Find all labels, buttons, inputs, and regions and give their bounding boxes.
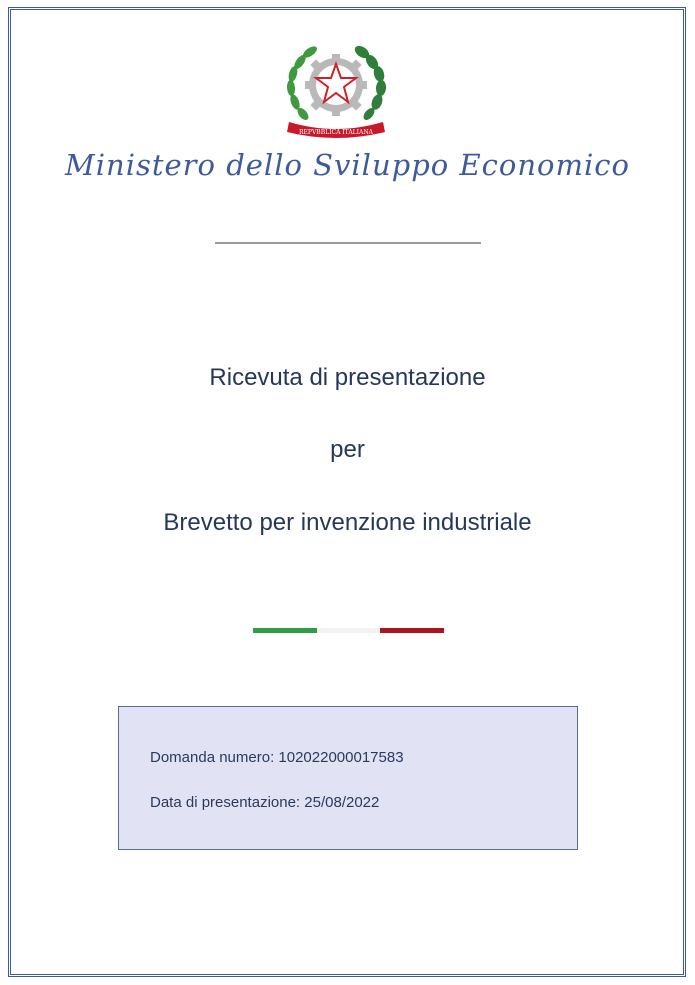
ministry-name: Ministero dello Sviluppo Economico (65, 148, 630, 182)
document-connector: per (330, 436, 365, 463)
emblem-motto: REPVBBLICA ITALIANA (299, 129, 373, 136)
flag-red-stripe (380, 628, 444, 633)
application-info-box (118, 706, 578, 850)
horizontal-divider (215, 242, 481, 244)
application-number-label: Domanda numero: (150, 749, 275, 766)
filing-date-row (150, 794, 379, 811)
italian-flag-bar (253, 628, 444, 633)
document-title: Ricevuta di presentazione (209, 364, 486, 391)
flag-white-stripe (317, 628, 381, 633)
emblem-of-italy-icon (281, 40, 391, 140)
application-number-row (150, 749, 404, 766)
application-number-value: 102022000017583 (278, 749, 404, 766)
filing-date-value: 25/08/2022 (304, 794, 380, 811)
filing-date-label: Data di presentazione: (150, 794, 301, 811)
document-subject: Brevetto per invenzione industriale (163, 509, 532, 536)
flag-green-stripe (253, 628, 317, 633)
